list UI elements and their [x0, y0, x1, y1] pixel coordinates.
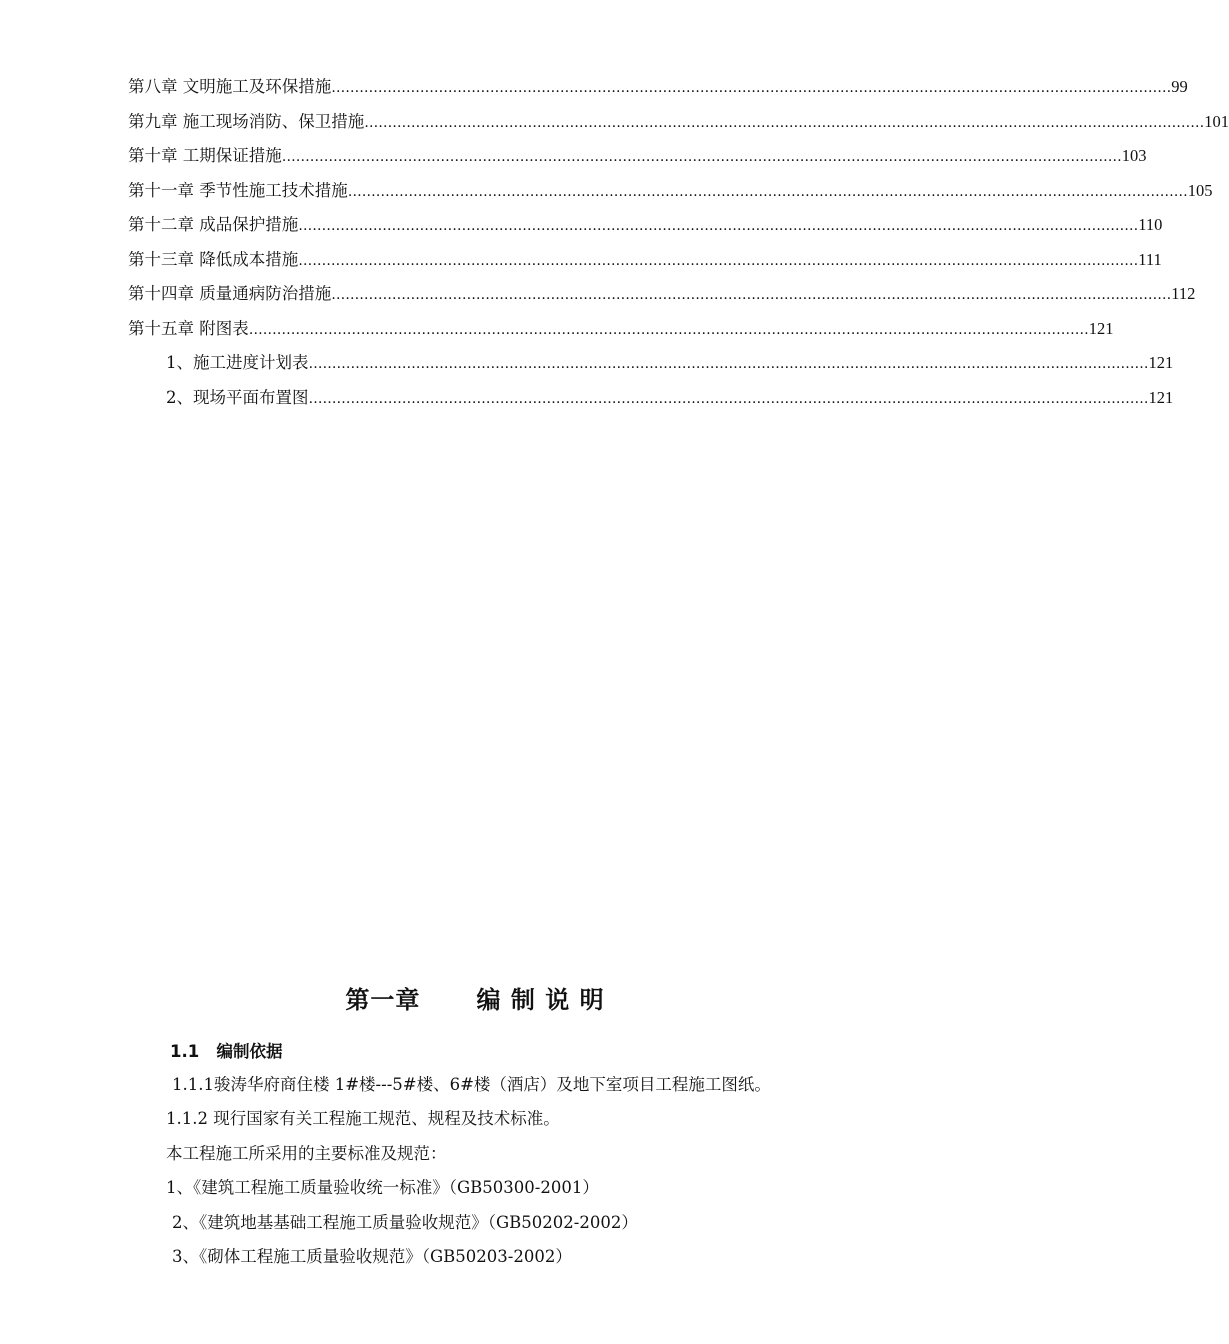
toc-leader-dots: ………………………………………………………………………………………………………………………………………………………………: [331, 287, 1172, 303]
toc-entry-chapter-9[interactable]: [128, 107, 1229, 137]
chapter-title: 第一章 编 制 说 明: [345, 986, 605, 1014]
paragraph-drawings-basis: 1.1.1骏涛华府商住楼 1#楼---5#楼、6#楼（酒店）及地下室项目工程施工图纸。: [172, 1075, 771, 1094]
toc-entry-chapter-15[interactable]: [128, 314, 1114, 344]
toc-entry-chapter-11[interactable]: [128, 176, 1213, 206]
toc-page-number: 121: [1148, 388, 1174, 407]
section-heading: 1.1 编制依据: [170, 1042, 283, 1061]
toc-page-number: 121: [1088, 319, 1114, 338]
toc-entry-label: 第十章 工期保证措施: [128, 146, 282, 165]
list-item-standard-3: 3、《砌体工程施工质量验收规范》（GB50203-2002）: [172, 1247, 572, 1266]
toc-entry-label: 2、现场平面布置图: [166, 388, 309, 407]
toc-entry-label: 第十四章 质量通病防治措施: [128, 284, 332, 303]
toc-entry-label: 第八章 文明施工及环保措施: [128, 77, 332, 96]
toc-leader-dots: ………………………………………………………………………………………………………………………………………………………………: [248, 322, 1089, 338]
toc-leader-dots: ………………………………………………………………………………………………………………………………………………………………: [281, 149, 1122, 165]
toc-leader-dots: ………………………………………………………………………………………………………………………………………………………………: [308, 356, 1149, 372]
toc-leader-dots: ………………………………………………………………………………………………………………………………………………………………: [347, 184, 1188, 200]
toc-leader-dots: ………………………………………………………………………………………………………………………………………………………………: [298, 218, 1139, 234]
toc-page-number: 103: [1121, 146, 1147, 165]
toc-entry-chapter-14[interactable]: [128, 279, 1196, 309]
toc-entry-chapter-13[interactable]: [128, 245, 1162, 275]
toc-leader-dots: ………………………………………………………………………………………………………………………………………………………………: [308, 391, 1149, 407]
toc-entry-chapter-10[interactable]: [128, 141, 1147, 171]
list-item-standard-2: 2、《建筑地基基础工程施工质量验收规范》（GB50202-2002）: [172, 1213, 638, 1232]
toc-entry-label: 第九章 施工现场消防、保卫措施: [128, 112, 365, 131]
toc-entry-chapter-8[interactable]: [128, 72, 1188, 102]
toc-entry-schedule[interactable]: [166, 348, 1174, 378]
toc-entry-label: 第十三章 降低成本措施: [128, 250, 299, 269]
toc-page-number: 121: [1148, 353, 1174, 372]
toc-leader-dots: ………………………………………………………………………………………………………………………………………………………………: [331, 80, 1172, 96]
toc-page-number: 112: [1171, 284, 1196, 303]
toc-page-number: 110: [1138, 215, 1163, 234]
toc-entry-label: 第十二章 成品保护措施: [128, 215, 299, 234]
toc-entry-chapter-12[interactable]: [128, 210, 1163, 240]
paragraph-standards-basis: 1.1.2 现行国家有关工程施工规范、规程及技术标准。: [166, 1109, 560, 1128]
toc-entry-label: 第十一章 季节性施工技术措施: [128, 181, 348, 200]
toc-entry-site-plan[interactable]: [166, 383, 1174, 413]
toc-page-number: 105: [1187, 181, 1213, 200]
toc-page-number: 111: [1138, 250, 1162, 269]
toc-page-number: 101: [1204, 112, 1229, 131]
toc-entry-label: 第十五章 附图表: [128, 319, 249, 338]
toc-leader-dots: ………………………………………………………………………………………………………………………………………………………………: [298, 253, 1139, 269]
toc-leader-dots: ………………………………………………………………………………………………………………………………………………………………: [364, 115, 1205, 131]
list-item-standard-1: 1、《建筑工程施工质量验收统一标准》（GB50300-2001）: [166, 1178, 599, 1197]
toc-entry-label: 1、施工进度计划表: [166, 353, 309, 372]
toc-page-number: 99: [1171, 77, 1188, 96]
paragraph-standards-intro: 本工程施工所采用的主要标准及规范：: [166, 1144, 447, 1163]
